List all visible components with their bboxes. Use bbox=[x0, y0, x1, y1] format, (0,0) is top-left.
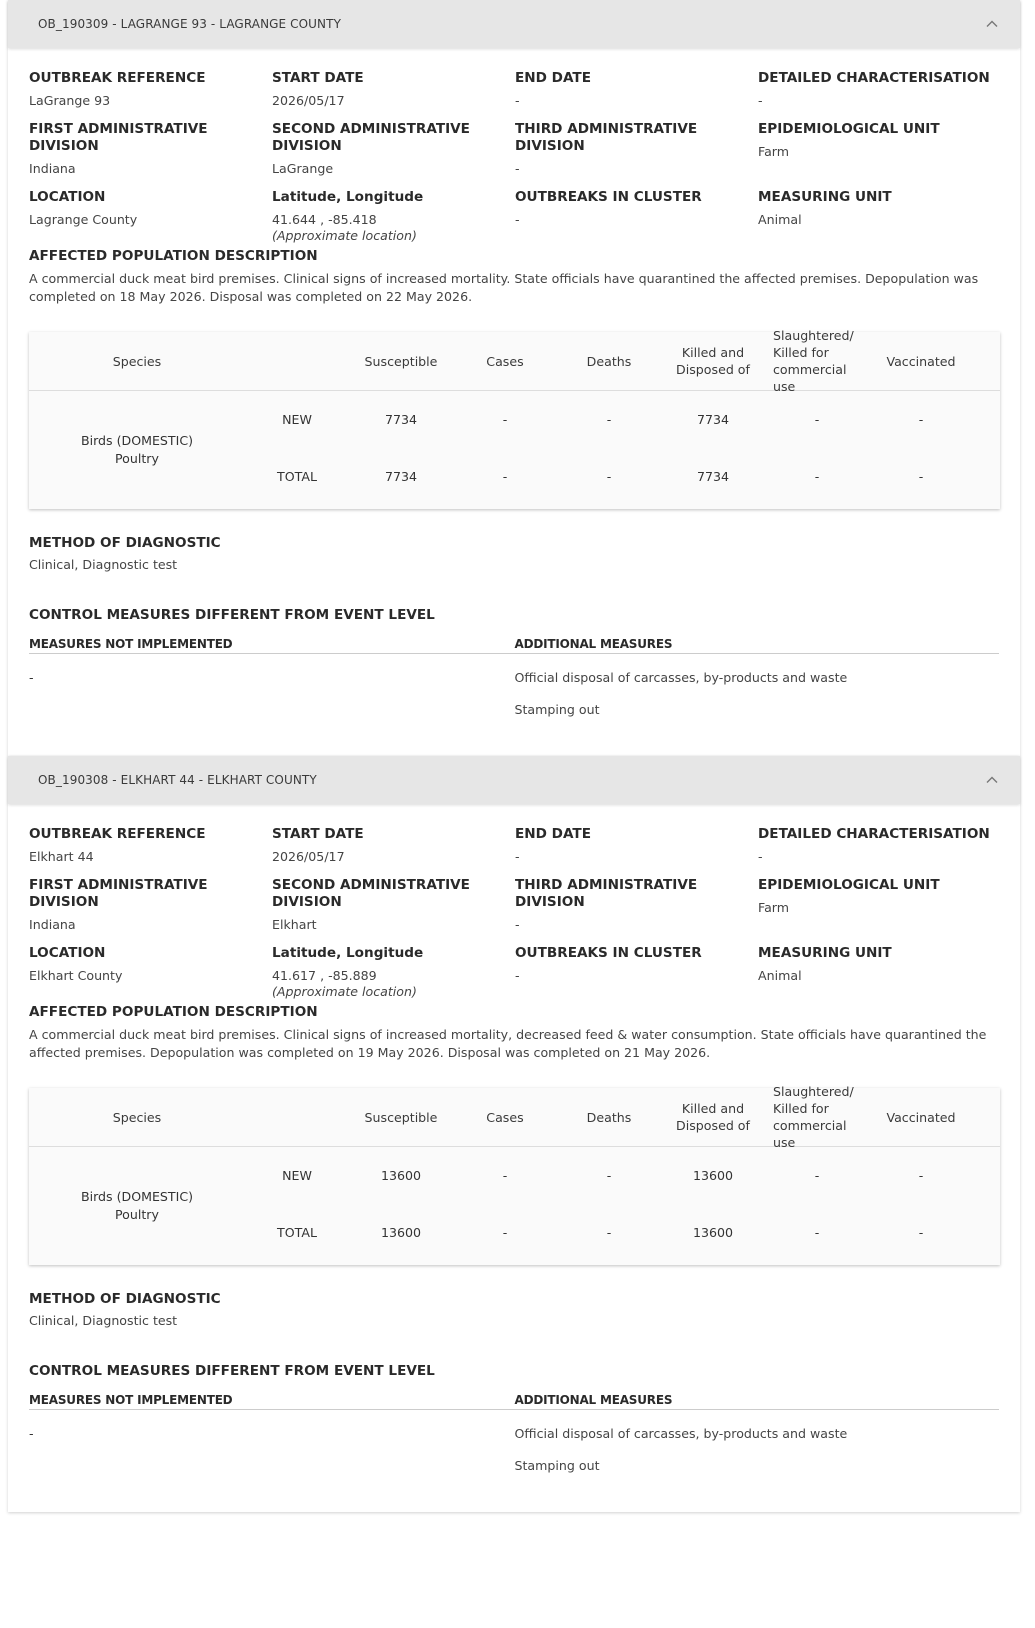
field-epidemiological-unit bbox=[758, 121, 1000, 177]
field-value: Animal bbox=[758, 968, 802, 983]
method-of-diagnostic-title: METHOD OF DIAGNOSTIC bbox=[29, 535, 221, 551]
field-value: Animal bbox=[758, 212, 802, 227]
affected-population-title: AFFECTED POPULATION DESCRIPTION bbox=[29, 248, 318, 264]
additional-measure-item: Official disposal of carcasses, by-products and waste bbox=[514, 1426, 848, 1441]
control-measures-title: CONTROL MEASURES DIFFERENT FROM EVENT LEVEL bbox=[29, 1363, 435, 1379]
field-label: FIRST ADMINISTRATIVE DIVISION bbox=[29, 877, 208, 910]
field-value: - bbox=[515, 212, 520, 227]
field-second-admin-division bbox=[272, 877, 515, 933]
field-label: Latitude, Longitude bbox=[272, 945, 424, 961]
field-value: - bbox=[515, 917, 520, 932]
col-header-line: Killed and bbox=[681, 345, 745, 360]
species-name: Birds (DOMESTIC) bbox=[80, 1189, 194, 1204]
measures-not-implemented-value: - bbox=[29, 670, 34, 685]
field-value: 41.644 , -85.418 bbox=[272, 212, 377, 227]
cell-slaughtered: - bbox=[814, 1167, 820, 1183]
outbreak-panel-header[interactable] bbox=[8, 756, 1020, 804]
cell-killed: 7734 bbox=[696, 411, 730, 427]
population-table-body bbox=[29, 391, 1000, 509]
col-header-line: commercial use bbox=[773, 362, 847, 394]
population-table-header bbox=[29, 1084, 1000, 1150]
row-label: TOTAL bbox=[277, 1224, 317, 1240]
col-deaths: Deaths bbox=[586, 353, 632, 369]
field-outbreaks-in-cluster bbox=[515, 945, 758, 1000]
cell-susceptible: 7734 bbox=[384, 468, 418, 484]
field-label: LOCATION bbox=[29, 189, 106, 205]
field-label: OUTBREAKS IN CLUSTER bbox=[515, 189, 702, 205]
field-first-admin-division bbox=[29, 121, 272, 177]
chevron-up-icon[interactable] bbox=[984, 16, 1000, 32]
field-value: LaGrange 93 bbox=[29, 93, 111, 108]
additional-measure-item: Stamping out bbox=[514, 1458, 600, 1473]
field-label: THIRD ADMINISTRATIVE DIVISION bbox=[515, 121, 698, 154]
method-of-diagnostic-value: Clinical, Diagnostic test bbox=[29, 557, 178, 572]
field-label: START DATE bbox=[272, 70, 364, 86]
species-cell bbox=[29, 391, 245, 509]
field-label: SECOND ADMINISTRATIVE DIVISION bbox=[272, 877, 470, 910]
approximate-location-note: (Approximate location) bbox=[272, 984, 417, 999]
cell-deaths: - bbox=[606, 1224, 612, 1240]
field-value: 2026/05/17 bbox=[272, 93, 345, 108]
outbreak-details-grid bbox=[29, 826, 999, 1000]
control-measures-headers bbox=[29, 1393, 999, 1410]
cell-cases: - bbox=[502, 1224, 508, 1240]
field-start-date bbox=[272, 826, 515, 865]
table-row-total bbox=[245, 1222, 973, 1242]
cell-deaths: - bbox=[606, 1167, 612, 1183]
field-value: - bbox=[758, 93, 763, 108]
additional-measures-label: ADDITIONAL MEASURES bbox=[514, 1393, 673, 1407]
cell-susceptible: 13600 bbox=[380, 1167, 422, 1183]
cell-susceptible: 7734 bbox=[384, 411, 418, 427]
field-measuring-unit bbox=[758, 945, 1000, 1000]
species-name: Birds (DOMESTIC) bbox=[80, 433, 194, 448]
field-value: Elkhart 44 bbox=[29, 849, 94, 864]
approximate-location-note: (Approximate location) bbox=[272, 228, 417, 243]
col-slaughtered bbox=[765, 327, 869, 395]
cell-cases: - bbox=[502, 411, 508, 427]
control-measures-values bbox=[29, 654, 999, 718]
affected-population-title: AFFECTED POPULATION DESCRIPTION bbox=[29, 1004, 318, 1020]
cell-killed: 7734 bbox=[696, 468, 730, 484]
field-label: DETAILED CHARACTERISATION bbox=[758, 70, 990, 86]
field-value: Indiana bbox=[29, 161, 76, 176]
outbreak-panel-body bbox=[8, 48, 1020, 756]
population-table bbox=[29, 328, 1000, 509]
col-susceptible: Susceptible bbox=[364, 353, 438, 369]
cell-vaccinated: - bbox=[918, 411, 924, 427]
population-table-header bbox=[29, 328, 1000, 394]
field-detailed-characterisation bbox=[758, 70, 1000, 109]
table-row-total bbox=[245, 466, 973, 486]
field-label: EPIDEMIOLOGICAL UNIT bbox=[758, 877, 940, 893]
cell-vaccinated: - bbox=[918, 1224, 924, 1240]
col-header-line: Slaughtered/ bbox=[773, 1084, 854, 1099]
field-epidemiological-unit bbox=[758, 877, 1000, 933]
field-latitude-longitude bbox=[272, 945, 515, 1000]
col-killed-disposed bbox=[661, 344, 765, 378]
field-third-admin-division bbox=[515, 121, 758, 177]
field-label: OUTBREAK REFERENCE bbox=[29, 70, 206, 86]
field-location bbox=[29, 189, 272, 244]
cell-cases: - bbox=[502, 468, 508, 484]
method-of-diagnostic-value: Clinical, Diagnostic test bbox=[29, 1313, 178, 1328]
col-vaccinated: Vaccinated bbox=[886, 353, 956, 369]
field-third-admin-division bbox=[515, 877, 758, 933]
cell-slaughtered: - bbox=[814, 1224, 820, 1240]
population-table bbox=[29, 1084, 1000, 1265]
col-header-line: Killed for bbox=[773, 345, 829, 360]
field-label: EPIDEMIOLOGICAL UNIT bbox=[758, 121, 940, 137]
field-label: END DATE bbox=[515, 826, 591, 842]
cell-killed: 13600 bbox=[692, 1224, 734, 1240]
control-measures-values bbox=[29, 1410, 999, 1474]
col-species: Species bbox=[112, 353, 162, 369]
field-label: LOCATION bbox=[29, 945, 106, 961]
field-label: Latitude, Longitude bbox=[272, 189, 424, 205]
outbreak-panel bbox=[8, 0, 1020, 756]
cell-slaughtered: - bbox=[814, 468, 820, 484]
field-end-date bbox=[515, 826, 758, 865]
affected-population-description: A commercial duck meat bird premises. Clinical signs of increased mortality. State officials have quarantined the affected premises. Depopulation was completed on 18 May 2026. Disposal was completed on 22 May 2026. bbox=[29, 271, 979, 304]
field-end-date bbox=[515, 70, 758, 109]
field-location bbox=[29, 945, 272, 1000]
col-header-line: Slaughtered/ bbox=[773, 328, 854, 343]
outbreak-panel bbox=[8, 756, 1020, 1512]
additional-measures-list bbox=[515, 654, 1000, 718]
field-value: Farm bbox=[758, 144, 790, 159]
measures-not-implemented-value: - bbox=[29, 1426, 34, 1441]
field-label: END DATE bbox=[515, 70, 591, 86]
col-slaughtered bbox=[765, 1083, 869, 1151]
cell-slaughtered: - bbox=[814, 411, 820, 427]
field-value: Elkhart County bbox=[29, 968, 123, 983]
measures-not-implemented-label: MEASURES NOT IMPLEMENTED bbox=[29, 1393, 233, 1407]
field-value: 2026/05/17 bbox=[272, 849, 345, 864]
additional-measure-item: Official disposal of carcasses, by-products and waste bbox=[514, 670, 848, 685]
outbreak-title: OB_190309 - LAGRANGE 93 - LAGRANGE COUNTY bbox=[38, 17, 341, 31]
field-label: OUTBREAKS IN CLUSTER bbox=[515, 945, 702, 961]
field-value: - bbox=[515, 93, 520, 108]
field-value: LaGrange bbox=[272, 161, 334, 176]
outbreak-title: OB_190308 - ELKHART 44 - ELKHART COUNTY bbox=[38, 773, 317, 787]
additional-measures-list bbox=[515, 1410, 1000, 1474]
species-cell bbox=[29, 1147, 245, 1265]
field-label: FIRST ADMINISTRATIVE DIVISION bbox=[29, 121, 208, 154]
table-row-new bbox=[245, 409, 973, 429]
field-value: Lagrange County bbox=[29, 212, 138, 227]
field-outbreaks-in-cluster bbox=[515, 189, 758, 244]
col-deaths: Deaths bbox=[586, 1109, 632, 1125]
col-susceptible: Susceptible bbox=[364, 1109, 438, 1125]
method-of-diagnostic-title: METHOD OF DIAGNOSTIC bbox=[29, 1291, 221, 1307]
row-label: NEW bbox=[282, 411, 312, 427]
population-table-body bbox=[29, 1147, 1000, 1265]
col-header-line: Killed and bbox=[681, 1101, 745, 1116]
chevron-up-icon[interactable] bbox=[984, 772, 1000, 788]
field-value: Elkhart bbox=[272, 917, 317, 932]
cell-deaths: - bbox=[606, 468, 612, 484]
field-outbreak-reference bbox=[29, 826, 272, 865]
field-second-admin-division bbox=[272, 121, 515, 177]
field-value: 41.617 , -85.889 bbox=[272, 968, 377, 983]
outbreak-panel-body bbox=[8, 804, 1020, 1512]
field-detailed-characterisation bbox=[758, 826, 1000, 865]
cell-deaths: - bbox=[606, 411, 612, 427]
field-label: START DATE bbox=[272, 826, 364, 842]
control-measures-headers bbox=[29, 637, 999, 654]
cell-killed: 13600 bbox=[692, 1167, 734, 1183]
cell-vaccinated: - bbox=[918, 468, 924, 484]
field-value: Farm bbox=[758, 900, 790, 915]
measures-not-implemented-label: MEASURES NOT IMPLEMENTED bbox=[29, 637, 233, 651]
species-category: Poultry bbox=[115, 451, 159, 466]
cell-vaccinated: - bbox=[918, 1167, 924, 1183]
outbreak-details-grid bbox=[29, 70, 999, 244]
field-value: - bbox=[515, 849, 520, 864]
col-header-line: commercial use bbox=[773, 1118, 847, 1150]
field-label: OUTBREAK REFERENCE bbox=[29, 826, 206, 842]
table-row-new bbox=[245, 1165, 973, 1185]
col-header-line: Disposed of bbox=[676, 1118, 750, 1133]
field-value: - bbox=[758, 849, 763, 864]
cell-cases: - bbox=[502, 1167, 508, 1183]
field-label: MEASURING UNIT bbox=[758, 189, 892, 205]
control-measures-title: CONTROL MEASURES DIFFERENT FROM EVENT LEVEL bbox=[29, 607, 435, 623]
field-latitude-longitude bbox=[272, 189, 515, 244]
field-value: Indiana bbox=[29, 917, 76, 932]
col-cases: Cases bbox=[486, 1109, 524, 1125]
row-label: NEW bbox=[282, 1167, 312, 1183]
cell-susceptible: 13600 bbox=[380, 1224, 422, 1240]
field-first-admin-division bbox=[29, 877, 272, 933]
col-species: Species bbox=[112, 1109, 162, 1125]
field-label: DETAILED CHARACTERISATION bbox=[758, 826, 990, 842]
field-measuring-unit bbox=[758, 189, 1000, 244]
field-label: THIRD ADMINISTRATIVE DIVISION bbox=[515, 877, 698, 910]
field-start-date bbox=[272, 70, 515, 109]
affected-population-description: A commercial duck meat bird premises. Clinical signs of increased mortality, decreased feed & water consumption. State officials have quarantined the affected premises. Depopulation was completed on 19 May 2026. Disposal was completed on 21 May 2026. bbox=[29, 1027, 987, 1060]
col-killed-disposed bbox=[661, 1100, 765, 1134]
field-outbreak-reference bbox=[29, 70, 272, 109]
field-value: - bbox=[515, 161, 520, 176]
row-label: TOTAL bbox=[277, 468, 317, 484]
col-header-line: Disposed of bbox=[676, 362, 750, 377]
species-category: Poultry bbox=[115, 1207, 159, 1222]
col-header-line: Killed for bbox=[773, 1101, 829, 1116]
col-cases: Cases bbox=[486, 353, 524, 369]
field-label: SECOND ADMINISTRATIVE DIVISION bbox=[272, 121, 470, 154]
additional-measures-label: ADDITIONAL MEASURES bbox=[514, 637, 673, 651]
field-label: MEASURING UNIT bbox=[758, 945, 892, 961]
field-value: - bbox=[515, 968, 520, 983]
col-vaccinated: Vaccinated bbox=[886, 1109, 956, 1125]
outbreak-panel-header[interactable] bbox=[8, 0, 1020, 48]
additional-measure-item: Stamping out bbox=[514, 702, 600, 717]
